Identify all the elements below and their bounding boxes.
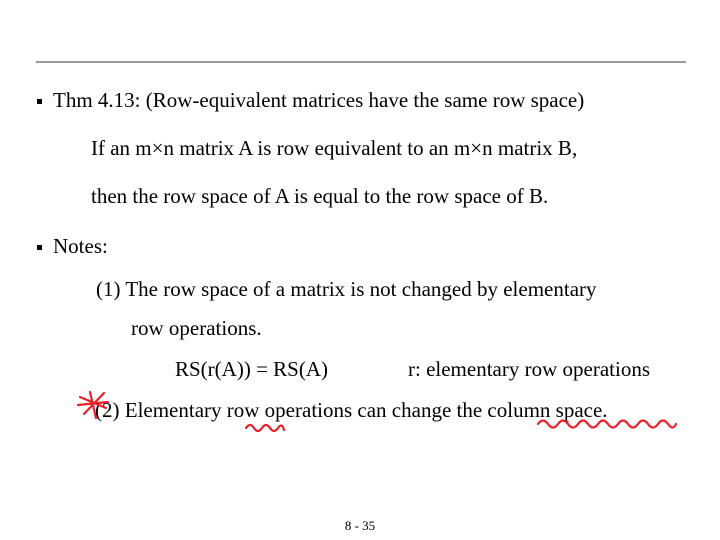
notes-heading: Notes:: [53, 234, 108, 258]
note-1-line-1: (1) The row space of a matrix is not changed by elementary: [96, 277, 597, 301]
underline-squiggle-row: [246, 425, 284, 431]
page-number: 8 - 35: [344, 518, 376, 533]
formula-description: r: elementary row operations: [408, 357, 650, 381]
note-1-line-2: row operations.: [131, 316, 262, 340]
theorem-line-1: If an m×n matrix A is row equivalent to an m×n matrix B,: [91, 136, 578, 160]
star-mark-icon: [78, 392, 108, 418]
note-2: (2) Elementary row operations can change the column space.: [95, 398, 608, 422]
underline-squiggle-column-space: [538, 421, 676, 428]
row-space-formula: RS(r(A)) = RS(A): [175, 357, 328, 381]
theorem-line-2: then the row space of A is equal to the row space of B.: [91, 184, 549, 208]
theorem-heading: Thm 4.13: (Row-equivalent matrices have the same row space): [53, 88, 585, 112]
